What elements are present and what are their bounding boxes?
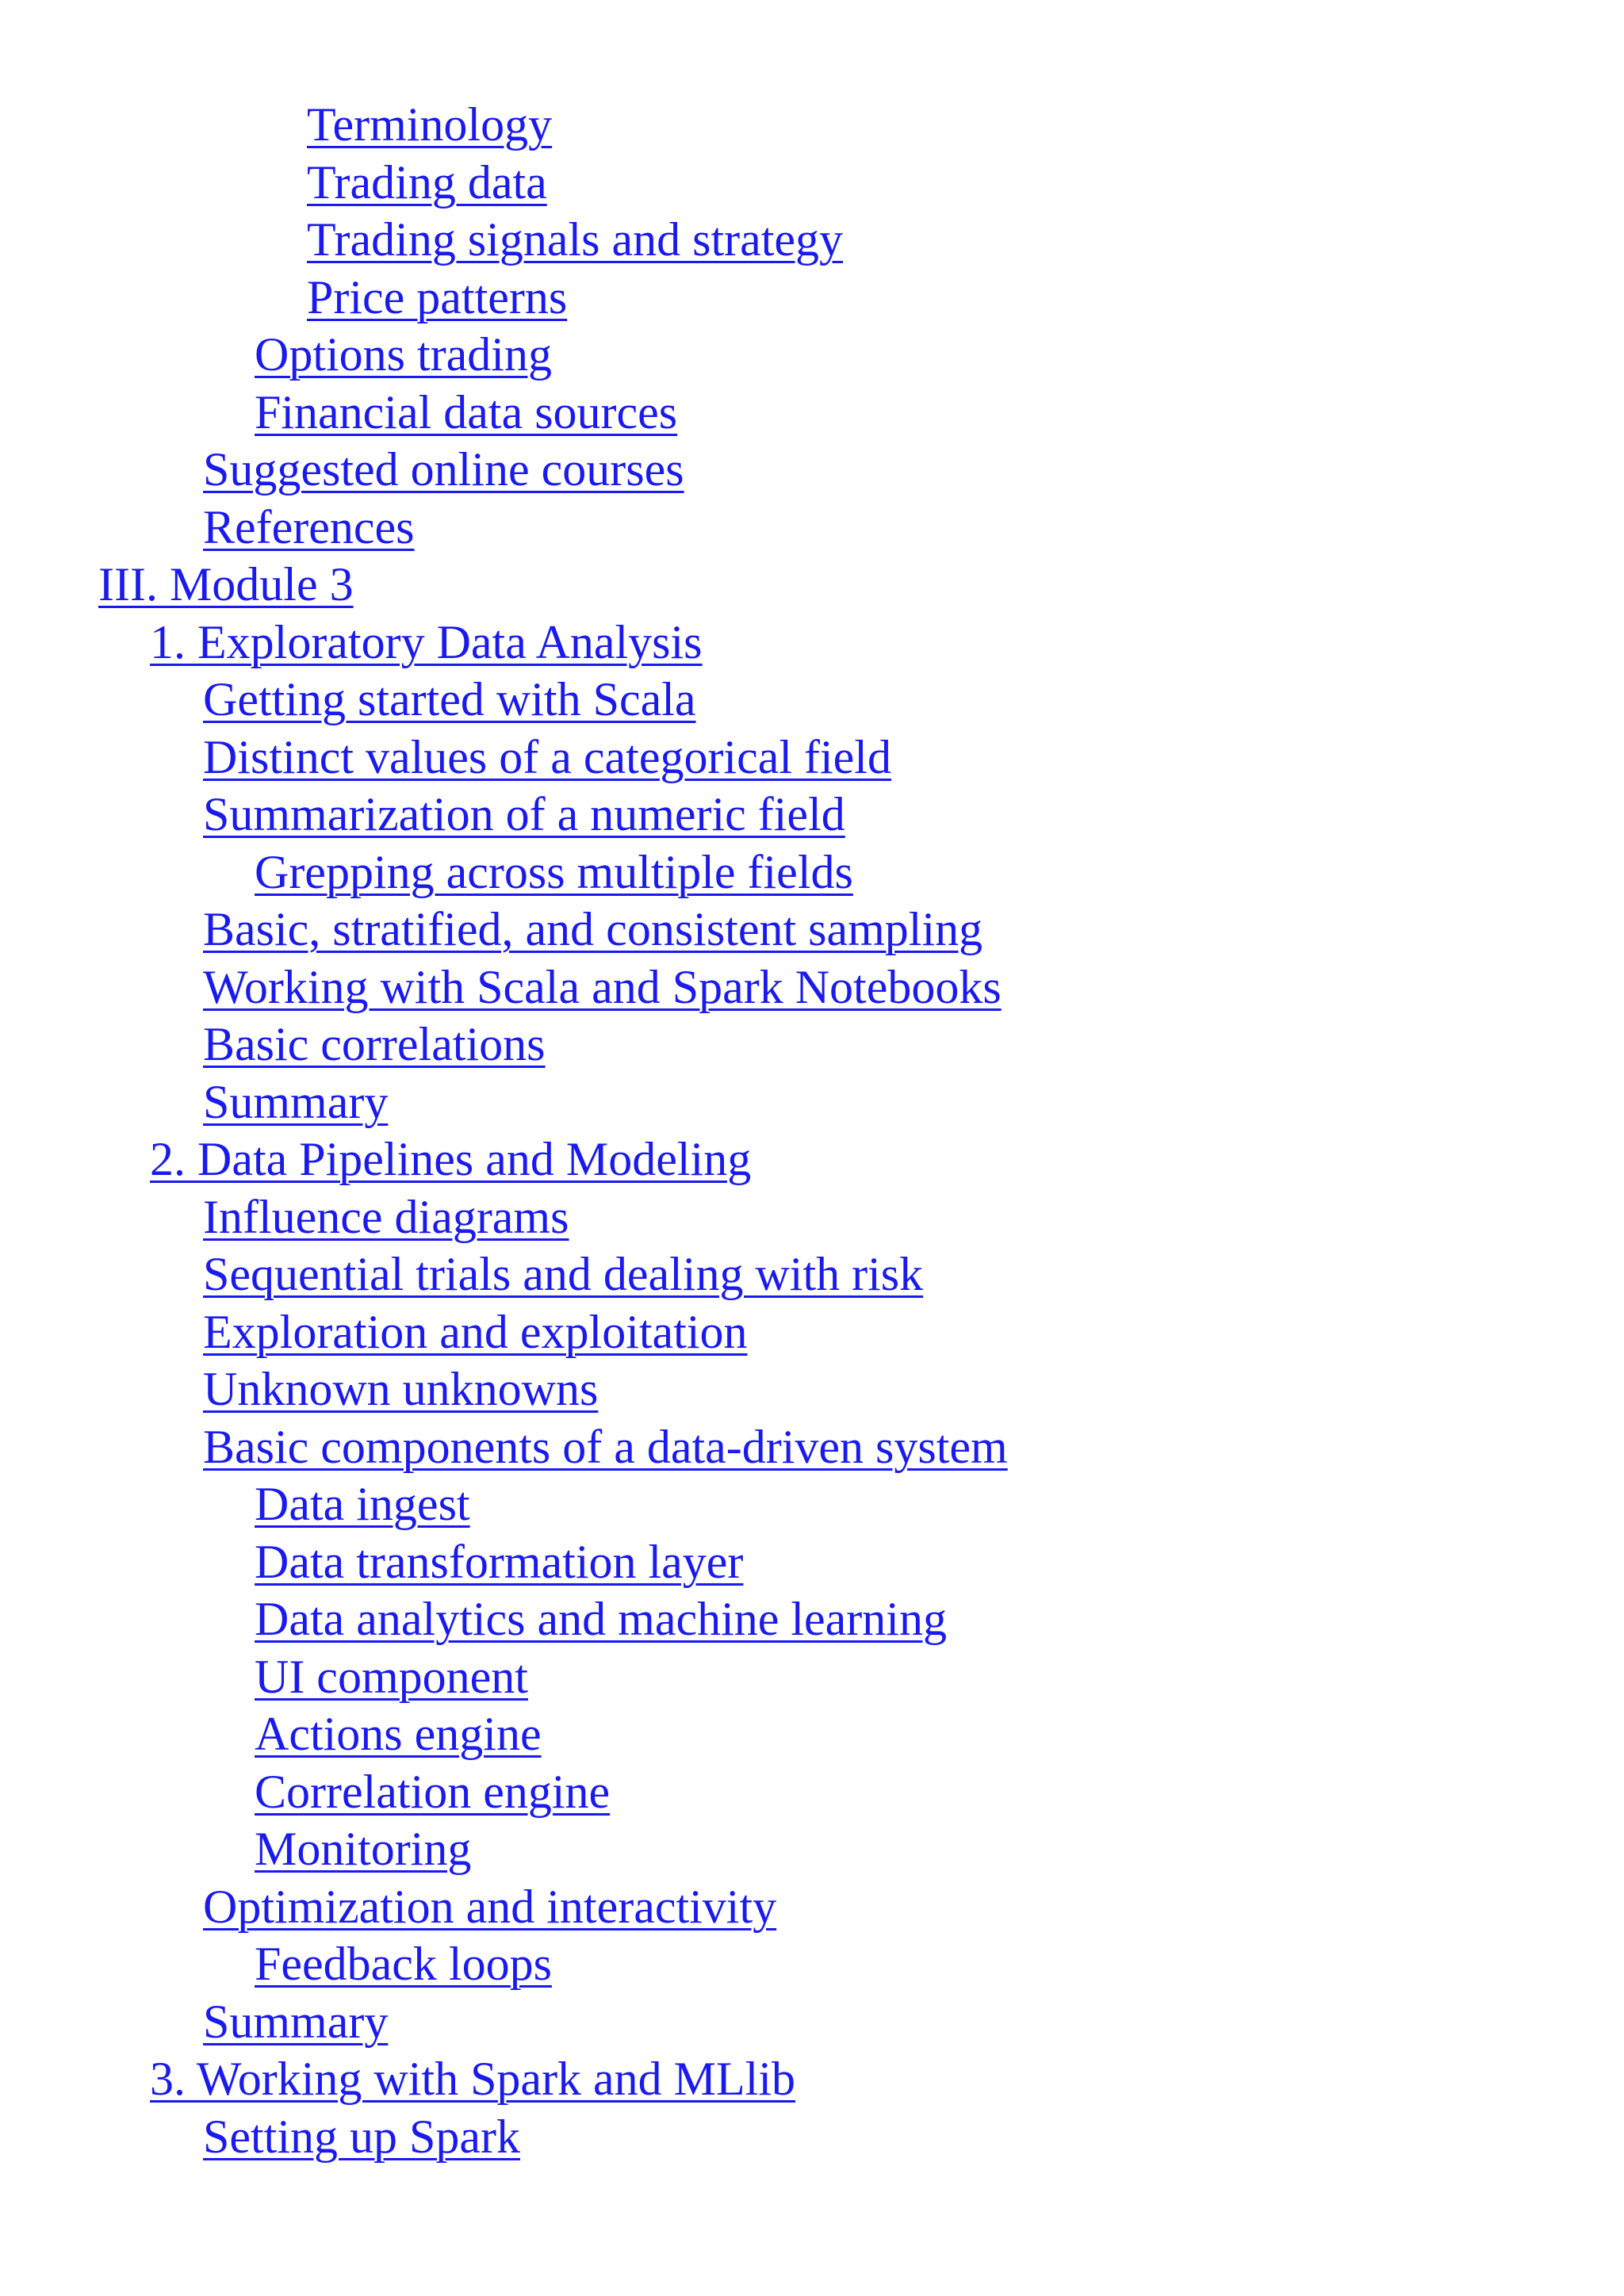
toc-link[interactable]: Unknown unknowns: [203, 1363, 599, 1415]
toc-link[interactable]: Basic components of a data-driven system: [203, 1420, 1008, 1473]
toc-entry: [0, 1303, 1624, 1361]
toc-entry: [0, 1360, 1624, 1418]
toc-entry: [0, 1993, 1624, 2051]
toc-entry: [0, 1533, 1624, 1591]
toc-link[interactable]: III. Module 3: [98, 558, 354, 610]
toc-link[interactable]: Influence diagrams: [203, 1190, 569, 1243]
toc-link[interactable]: Data transformation layer: [255, 1535, 744, 1588]
toc-entry: [0, 211, 1624, 269]
toc-link[interactable]: 3. Working with Spark and MLlib: [150, 2053, 796, 2105]
toc-link[interactable]: Distinct values of a categorical field: [203, 730, 891, 783]
toc-entry: [0, 729, 1624, 786]
toc-entry: [0, 269, 1624, 327]
toc-entry: [0, 96, 1624, 154]
toc-entry: [0, 614, 1624, 672]
toc-link[interactable]: Trading data: [307, 155, 547, 209]
toc-entry: [0, 1590, 1624, 1648]
toc-entry: [0, 671, 1624, 729]
toc-entry: [0, 1763, 1624, 1821]
toc-link[interactable]: Trading signals and strategy: [307, 213, 844, 266]
toc-link[interactable]: 2. Data Pipelines and Modeling: [150, 1133, 752, 1185]
toc-link[interactable]: Suggested online courses: [203, 443, 684, 496]
toc-link[interactable]: Monitoring: [255, 1823, 472, 1875]
toc-link[interactable]: Actions engine: [255, 1708, 542, 1760]
toc-link[interactable]: Data ingest: [255, 1478, 470, 1530]
toc-entry: [0, 1878, 1624, 1936]
toc-entry: [0, 1648, 1624, 1706]
toc-entry: [0, 499, 1624, 557]
toc-entry: [0, 1705, 1624, 1763]
toc-link[interactable]: Summarization of a numeric field: [203, 788, 845, 840]
toc-entry: [0, 844, 1624, 901]
toc-link[interactable]: Financial data sources: [255, 385, 678, 438]
toc-entry: [0, 2050, 1624, 2108]
toc-link[interactable]: Summary: [203, 1075, 389, 1128]
toc-link[interactable]: Summary: [203, 1995, 389, 2048]
toc-entry: [0, 441, 1624, 499]
toc-entry: [0, 959, 1624, 1016]
toc-link[interactable]: Getting started with Scala: [203, 673, 696, 725]
toc-entry: [0, 1188, 1624, 1246]
toc-entry: [0, 154, 1624, 212]
toc-link[interactable]: Working with Scala and Spark Notebooks: [203, 960, 1002, 1013]
toc-entry: [0, 786, 1624, 844]
toc-link[interactable]: 1. Exploratory Data Analysis: [150, 615, 703, 668]
toc-link[interactable]: Grepping across multiple fields: [255, 845, 853, 898]
toc-entry: [0, 1418, 1624, 1476]
toc-entry: [0, 1073, 1624, 1131]
toc-entry: [0, 1016, 1624, 1073]
toc-link[interactable]: Sequential trials and dealing with risk: [203, 1248, 924, 1300]
toc-link[interactable]: Terminology: [307, 98, 553, 151]
toc-link[interactable]: Setting up Spark: [203, 2110, 520, 2163]
toc-link[interactable]: Data analytics and machine learning: [255, 1593, 947, 1645]
toc-entry: [0, 326, 1624, 384]
toc-link[interactable]: Options trading: [255, 328, 552, 381]
toc-entry: [0, 556, 1624, 614]
toc-entry: [0, 1246, 1624, 1303]
toc-entry: [0, 384, 1624, 442]
toc-entry: [0, 901, 1624, 959]
toc-link[interactable]: Basic correlations: [203, 1018, 546, 1070]
toc-entry: [0, 2108, 1624, 2166]
toc-link[interactable]: Basic, stratified, and consistent sampling: [203, 903, 983, 955]
toc-link[interactable]: UI component: [255, 1650, 528, 1703]
toc-link[interactable]: Price patterns: [307, 270, 568, 323]
toc-link[interactable]: Exploration and exploitation: [203, 1305, 748, 1358]
toc-entry: [0, 1820, 1624, 1878]
toc-entry: [0, 1131, 1624, 1188]
toc-link[interactable]: Correlation engine: [255, 1765, 611, 1818]
toc-link[interactable]: Optimization and interactivity: [203, 1880, 777, 1933]
toc-entry: [0, 1475, 1624, 1533]
toc-entry: [0, 1935, 1624, 1993]
toc-link[interactable]: References: [203, 500, 415, 553]
toc-link[interactable]: Feedback loops: [255, 1938, 552, 1990]
table-of-contents: [0, 96, 1624, 2165]
